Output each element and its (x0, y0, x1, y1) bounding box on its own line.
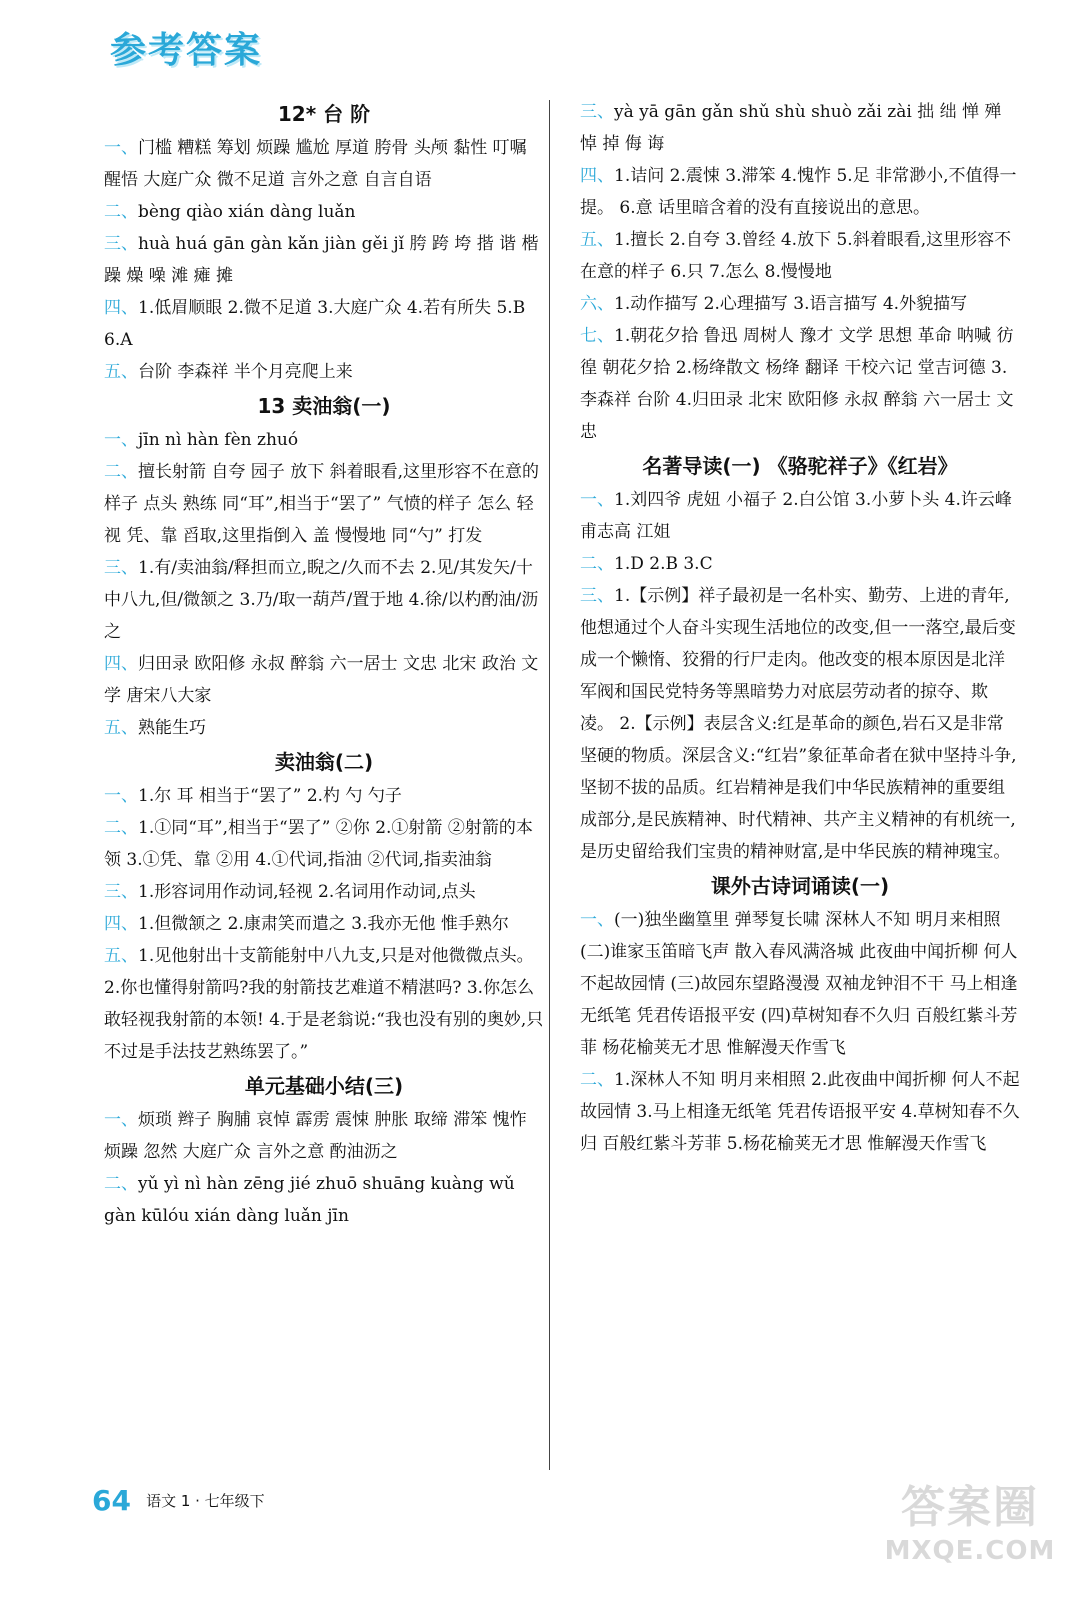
section-12-answers (104, 132, 544, 388)
watermark-logo (880, 1480, 1060, 1590)
item-text: 1.【示例】祥子最初是一名朴实、勤劳、上进的青年,他想通过个人奋斗实现生活地位的改变,但一一落空,最后变成一个懒惰、狡猾的行尸走肉。他改变的根本原因是北洋军阀和国民党特务等黑暗势力对底层劳动者的掠夺、欺凌。 2.【示例】表层含义:红是革命的颜色,岩石又是非常坚硬的物质。深层含义:“红岩”象征革命者在狱中坚持斗争,坚韧不拔的品质。红岩精神是我们中华民族精神的重要组成部分,是民族精神、时代精神、共产主义精神的有机统一,是历史留给我们宝贵的精神财富,是中华民族的精神瑰宝。 (580, 586, 1017, 862)
item-number: 六、 (580, 294, 614, 314)
answer-item (104, 712, 544, 744)
item-number: 一、 (104, 430, 138, 450)
item-number: 五、 (580, 230, 614, 250)
item-number: 三、 (104, 234, 138, 254)
item-number: 一、 (104, 786, 138, 806)
section-classics-answers (580, 484, 1020, 868)
item-number: 七、 (580, 326, 614, 346)
answer-item (104, 940, 544, 1068)
page-number: 64 (92, 1484, 131, 1517)
page-footer (92, 1484, 265, 1517)
item-text: 烦琐 辫子 胸脯 哀悼 霹雳 震悚 肿胀 取缔 滞笨 愧怍 烦躁 忽然 大庭广众 言外之意 酌油沥之 (104, 1110, 533, 1162)
item-number: 三、 (580, 102, 614, 122)
item-text: 1.尔 耳 相当于“罢了” 2.杓 勺 勺子 (138, 786, 402, 806)
book-label: 语文 1 · 七年级下 (146, 1492, 265, 1510)
section-title-13b: 卖油翁(二) (274, 750, 374, 774)
section-title-13: 13 卖油翁(一) (257, 394, 391, 418)
item-text: 1.深林人不知 明月来相照 2.此夜曲中闻折柳 何人不起故园情 3.马上相逢无纸笔 凭君传语报平安 4.草树知春不久归 百般红紫斗芳菲 5.杨花榆荚无才思 惟解漫天作雪飞 (580, 1070, 1020, 1154)
item-number: 一、 (580, 490, 614, 510)
item-text: 归田录 欧阳修 永叔 醉翁 六一居士 文忠 北宋 政治 文学 唐宋八大家 (104, 654, 539, 706)
item-text: yǔ yì nì hàn zēng jié zhuō shuāng kuàng wǔ gàn kūlóu xián dàng luǎn jīn (104, 1174, 521, 1226)
left-column (104, 96, 544, 1232)
item-number: 四、 (104, 914, 138, 934)
item-number: 二、 (104, 462, 138, 482)
watermark-text: 答案圈 (901, 1482, 1039, 1533)
section-title-unit-summary: 单元基础小结(三) (244, 1074, 404, 1098)
answer-item (104, 648, 544, 712)
item-text: yà yā gān gǎn shǔ shù shuò zǎi zài 拙 绌 惮 殚 悼 掉 侮 诲 (580, 102, 1007, 154)
answer-item (104, 228, 544, 292)
item-number: 四、 (104, 654, 138, 674)
item-number: 二、 (580, 1070, 614, 1090)
item-text: 1.形容词用作动词,轻视 2.名词用作动词,点头 (138, 882, 476, 902)
answer-item (580, 160, 1020, 224)
item-number: 四、 (580, 166, 614, 186)
answer-item (104, 356, 544, 388)
item-number: 二、 (104, 818, 138, 838)
page-title: 参考答案 (110, 30, 263, 71)
answer-item (104, 908, 544, 940)
item-number: 三、 (580, 586, 614, 606)
answer-item (580, 548, 1020, 580)
item-number: 五、 (104, 718, 138, 738)
answer-item (104, 292, 544, 356)
item-number: 三、 (104, 882, 138, 902)
item-text: bèng qiào xián dàng luǎn (138, 202, 356, 222)
item-text: 1.但微颔之 2.康肃笑而遣之 3.我亦无他 惟手熟尔 (138, 914, 509, 934)
answer-item (104, 812, 544, 876)
item-number: 二、 (104, 202, 138, 222)
item-number: 五、 (104, 362, 138, 382)
section-13-answers (104, 424, 544, 744)
answer-item (104, 780, 544, 812)
section-title-classics: 名著导读(一) 《骆驼祥子》《红岩》 (642, 454, 958, 478)
item-text: 熟能生巧 (138, 718, 206, 738)
answer-item (580, 580, 1020, 868)
answer-item (104, 876, 544, 908)
answer-item (580, 484, 1020, 548)
answer-item (104, 424, 544, 456)
section-title-12: 12* 台 阶 (277, 102, 371, 126)
item-number: 二、 (104, 1174, 138, 1194)
column-divider (549, 100, 550, 1470)
item-text: 1.有/卖油翁/释担而立,睨之/久而不去 2.见/其发矢/十中八九,但/微颔之 3.乃/取一葫芦/置于地 4.徐/以杓酌油/沥之 (104, 558, 539, 642)
item-number: 四、 (104, 298, 138, 318)
answer-item (580, 224, 1020, 288)
right-column (580, 96, 1020, 1160)
answer-item (580, 320, 1020, 448)
item-number: 五、 (104, 946, 138, 966)
watermark-url: MXQE.COM (884, 1536, 1056, 1566)
section-title-poetry: 课外古诗词诵读(一) (710, 874, 890, 898)
section-unit-summary-answers (104, 1104, 544, 1232)
item-text: 擅长射箭 自夸 园子 放下 斜着眼看,这里形容不在意的样子 点头 熟练 同“耳”,相当于“罢了” 气愤的样子 怎么 轻视 凭、靠 舀取,这里指倒入 盖 慢慢地 同“勺” 打发 (104, 462, 540, 546)
section-13b-answers (104, 780, 544, 1068)
item-text: jīn nì hàn fèn zhuó (138, 430, 299, 450)
item-number: 二、 (580, 554, 614, 574)
answer-item (104, 196, 544, 228)
answer-item (104, 456, 544, 552)
answer-item (104, 1168, 544, 1232)
item-number: 一、 (104, 138, 138, 158)
answer-item (104, 132, 544, 196)
section-poetry-answers (580, 904, 1020, 1160)
item-text: 1.朝花夕拾 鲁迅 周树人 豫才 文学 思想 革命 呐喊 彷徨 朝花夕拾 2.杨绛散文 杨绛 翻译 干校六记 堂吉诃德 3.李森祥 台阶 4.归田录 北宋 欧阳修 永叔 醉翁 六一居士 文忠 (580, 326, 1014, 442)
item-text: 1.动作描写 2.心理描写 3.语言描写 4.外貌描写 (614, 294, 968, 314)
item-text: 门槛 糟糕 筹划 烦躁 尴尬 厚道 胯骨 头颅 黏性 叮嘱 醒悟 大庭广众 微不足道 言外之意 自言自语 (104, 138, 533, 190)
item-text: 台阶 李森祥 半个月亮爬上来 (138, 362, 353, 382)
answer-item (104, 1104, 544, 1168)
answer-item (104, 552, 544, 648)
item-text: 1.刘四爷 虎妞 小福子 2.白公馆 3.小萝卜头 4.许云峰 甫志高 江姐 (580, 490, 1018, 542)
item-text: 1.诘问 2.震悚 3.滞笨 4.愧怍 5.足 非常渺小,不值得一提。 6.意 话里暗含着的没有直接说出的意思。 (580, 166, 1017, 218)
item-number: 三、 (104, 558, 138, 578)
item-text: huà huá gān gàn kǎn jiàn gěi jǐ 胯 跨 垮 揩 谐 楷 躁 燥 噪 滩 瘫 摊 (104, 234, 544, 286)
item-text: 1.①同“耳”,相当于“罢了” ②你 2.①射箭 ②射箭的本领 3.①凭、靠 ②用 4.①代词,指油 ②代词,指卖油翁 (104, 818, 533, 870)
item-text: 1.D 2.B 3.C (614, 554, 713, 574)
answer-item (580, 96, 1020, 160)
item-text: (一)独坐幽篁里 弹琴复长啸 深林人不知 明月来相照 (二)谁家玉笛暗飞声 散入春风满洛城 此夜曲中闻折柳 何人不起故园情 (三)故园东望路漫漫 双袖龙钟泪不干 马上相逢无纸笔 凭君传语报平安 (四)草树知春不久归 百般红紫斗芳菲 杨花榆荚无才思 惟解漫天作雪飞 (580, 910, 1018, 1058)
answer-item (580, 288, 1020, 320)
section-13-continued-answers (580, 96, 1020, 448)
answer-item (580, 1064, 1020, 1160)
item-number: 一、 (104, 1110, 138, 1130)
item-number: 一、 (580, 910, 614, 930)
answer-item (580, 904, 1020, 1064)
item-text: 1.低眉顺眼 2.微不足道 3.大庭广众 4.若有所失 5.B 6.A (104, 298, 531, 350)
item-text: 1.见他射出十支箭能射中八九支,只是对他微微点头。 2.你也懂得射箭吗?我的射箭技艺难道不精湛吗? 3.你怎么敢轻视我射箭的本领! 4.于是老翁说:“我也没有别的奥妙,只不过是手法技艺熟练罢了。” (104, 946, 544, 1062)
item-text: 1.擅长 2.自夸 3.曾经 4.放下 5.斜着眼看,这里形容不在意的样子 6.只 7.怎么 8.慢慢地 (580, 230, 1012, 282)
